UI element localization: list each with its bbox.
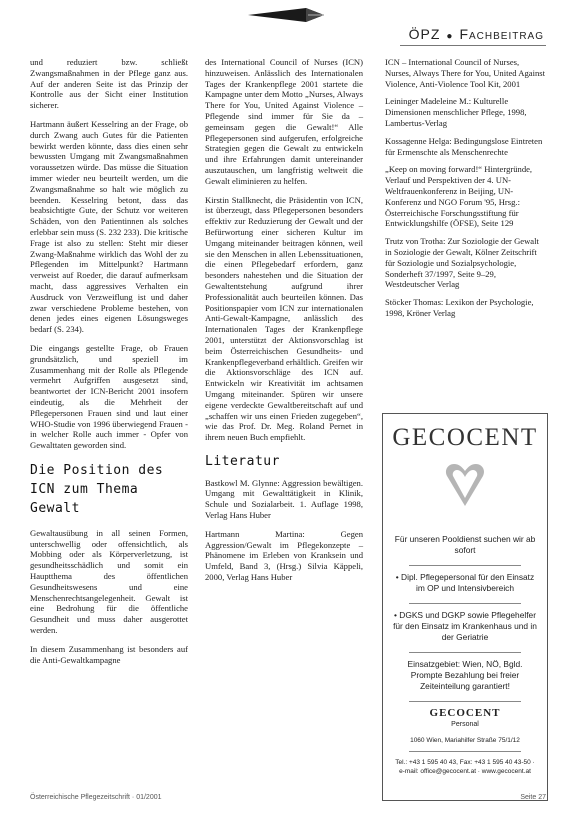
header-section: Fachbeitrag bbox=[459, 26, 544, 42]
ad-item: • Dipl. Pflegepersonal für den Einsatz im OP und Intensivbereich bbox=[395, 572, 535, 593]
ad-details: Einsatzgebiet: Wien, NÖ, Bgld. Prompte Bezahlung bei freier Zeiteinteilung garantiert! bbox=[407, 659, 523, 691]
divider bbox=[409, 751, 521, 752]
reference: Bastkowl M. Glynne: Aggression bewältigen. Umgang mit Gewalttätigkeit in Klinik, Schule und Sozialarbeit. 1. Auflage 1998, Verlag Hans Huber bbox=[205, 477, 363, 521]
header-brand: ÖPZ bbox=[408, 26, 441, 42]
ad-intro: Für unseren Pooldienst suchen wir ab sofort bbox=[394, 534, 536, 555]
divider bbox=[409, 603, 521, 604]
reference: ICN – International Council of Nurses, Nurses, Always There for You, United Against Violence, Anti-Violence Tool Kit, 2001 bbox=[385, 57, 546, 89]
ad-item: • DGKS und DGKP sowie Pflegehelfer für den Einsatz im Krankenhaus und in der Geriatrie bbox=[393, 610, 537, 642]
paragraph: Kirstin Stallknecht, die Präsidentin von ICN, ist überzeugt, dass Pflegepersonen besonders effektiv zur Reduzierung der Gewalt und der Befürwortung einer sicheren Kultur im Umgang miteinander beitragen können, weil sie den Menschen in allen Lebenssituationen, die einen Pflegebedarf erfordern, ganz besonders nahestehen und die Situation der Gewaltentstehung aufgrund ihrer Professionalität auch beurteilen können. Das Positionspapier vom ICN zur internationalen Anti-Gewalt-Kampagne, anlässlich des Internationalen Tages der Krankenpflege 2001, unterstützt der Aktionsvorschlag ist beim Österreichischen Gesundheits- und Krankenpflegeverband erhältlich. Greifen wir die Aktionsvorschläge des ICN auf. Entwickeln wir Kreativität im achtsamen Umgang miteinander. Spüren wir unsere eigene verdeckte Gewaltbereitschaft auf und „schaffen wir uns einen Frieden zugegeben“, wie das Prof. Dr. Meg. Roland Pernet in ihrem neuen Buch empfiehlt. bbox=[205, 194, 363, 443]
reference: Leininger Madeleine M.: Kulturelle Dimensionen menschlicher Pflege, 1998, Lambertus-Verlag bbox=[385, 96, 527, 128]
section-heading: Die Position des ICN zum Thema Gewalt bbox=[30, 462, 164, 516]
divider bbox=[409, 652, 521, 653]
ad-small-sub: Personal bbox=[451, 721, 479, 728]
paragraph: Die eingangs gestellte Frage, ob Frauen grundsätzlich, und speziell im Zusammenhang mit der Rolle als Pflegende vermehrt Aufgriffen ausgesetzt sind, beantwortet der ICN-Bericht 2001 insofern eindeutig, als die Mehrheit der Pflegepersonen Frauen sind und laut einer WHO-Studie von 1996 überwiegend Frauen - in welcher Rolle auch immer - Opfer von Gewalttaten geworden sind. bbox=[30, 342, 188, 451]
ad-contact: Tel.: +43 1 595 40 43, Fax: +43 1 595 40 43-50 · e-mail: office@gecocent.at · www.gecocent.at bbox=[395, 759, 535, 775]
column-3 bbox=[385, 57, 545, 326]
page-number: Seite 27 bbox=[520, 794, 546, 801]
reference: Kossagenne Helga: Bedingungslose Eintreten für Ermenschte als Menschenrechte bbox=[385, 135, 543, 157]
column-2 bbox=[205, 57, 363, 591]
footer-publication: Österreichische Pflegezeitschrift · 01/2001 bbox=[30, 794, 162, 801]
heart-v-logo-icon bbox=[444, 462, 486, 508]
paragraph: und reduziert bzw. schließt Zwangsmaßnahmen in der Pflege ganz aus. Auf der anderen Seite ist das Prinzip der Kontrolle aus der Sicht einer Institution sicherer. bbox=[30, 57, 188, 111]
paragraph: Hartmann äußert Kesselring an der Frage, ob durch Zwang auch Gutes für die Patienten bewirkt werden könnte, dass dies einen sehr bewussten Umgang mit Zwangsmaßnahmen voraussetzen würde. Das müsse die Situation immer wieder neu beurteilt werden, um die Zwangsmaßnahme so halt wie möglich zu beenden. Kesselring betont, dass das beabsichtigte Gute, der Schutz vor weiteren Schäden, von den Patientinnen als solches erlebbar sein muss (S. 232 233). Die kritische Frage ist also zu stellen: Steht mir dieser Zwang-Maßnahme wirklich das Wohl der zu Pflegenden im Mittelpunkt? Hartmann verweist auf Roeder, die darauf aufmerksam macht, dass aggressives Verhalten ein Ausdruck von Verzweiflung ist und daher zwar verschiedene Probleme bestehen, von denen jedes eines eigenen Lösungsweges bedarf (S. 234). bbox=[30, 118, 188, 335]
reference: Stöcker Thomas: Lexikon der Psychologie, 1998, Kröner Verlag bbox=[385, 297, 534, 318]
page-header bbox=[409, 26, 544, 42]
header-separator: ● bbox=[446, 31, 454, 42]
ad-logo: GECOCENT bbox=[392, 424, 538, 451]
header-rule bbox=[400, 45, 546, 46]
reference: „Keep on moving forward!“ Hintergründe, Verlauf und Perspektiven der 4. UN-Weltfrauenkonferenz in Beijing, UN-Konferenz und NGO Forum '95, Hrsg.: Österreichische Forschungsstiftung für Entwicklungshilfe (ÖFSE), Seite 129 bbox=[385, 164, 533, 229]
divider bbox=[409, 565, 521, 566]
divider bbox=[409, 701, 521, 702]
reference: Hartmann Martina: Gegen Aggression/Gewalt im Pflegekonzepte – Phänomene im Erleben von Kranksein und Umfeld, Band 3, (Hrsg.) Silvia Käppeli, 2000, Verlag Hans Huber bbox=[205, 528, 363, 583]
ad-address: 1060 Wien, Mariahilfer Straße 75/1/12 bbox=[410, 737, 520, 744]
literature-heading: Literatur bbox=[205, 453, 280, 469]
fountain-pen-icon bbox=[246, 4, 326, 26]
reference: Trutz von Trotha: Zur Soziologie der Gewalt in Soziologie der Gewalt, Kölner Zeitschrift für Soziologie und Sozialpsychologie, Sonderheft 37/1997, Seite 9–29, Westdeutscher Verlag bbox=[385, 236, 539, 290]
paragraph: In diesem Zusammenhang ist besonders auf die Anti-Gewaltkampagne bbox=[30, 643, 188, 665]
ad-small-logo: GECOCENT bbox=[429, 707, 501, 719]
column-1 bbox=[30, 57, 188, 673]
job-advertisement bbox=[382, 413, 548, 801]
paragraph: Gewaltausübung in all seinen Formen, unterschwellig oder offensichtlich, als Mobbing oder als Körperverletzung, ist gesundheitsschädlich und somit ein Hauptthema des öffentlichen Gesundheitswesens und eine Menschenrechtsangelegenheit. Gewalt ist eine Bedrohung für die öffentliche Gesundheit und muss daher ausgerottet werden. bbox=[30, 527, 188, 636]
paragraph: des International Council of Nurses (ICN) hinzuweisen. Anlässlich des Internationalen Tages der Krankenpflege 2001 startete die Kampagne unter dem Motto „Nurses, Always There for You, United Against Violence – Pflegende sind immer für Sie da – gemeinsam gegen die Gewalt!“ Alle Pflegepersonen sind aufgerufen, erfolgreiche Strategien gegen die Gewalt zu entwickeln und ihre Erfahrungen damit untereinander auszutauschen, um langfristig weltweit die Gewalt eliminieren zu helfen. bbox=[205, 57, 363, 186]
ad-body bbox=[393, 534, 537, 776]
